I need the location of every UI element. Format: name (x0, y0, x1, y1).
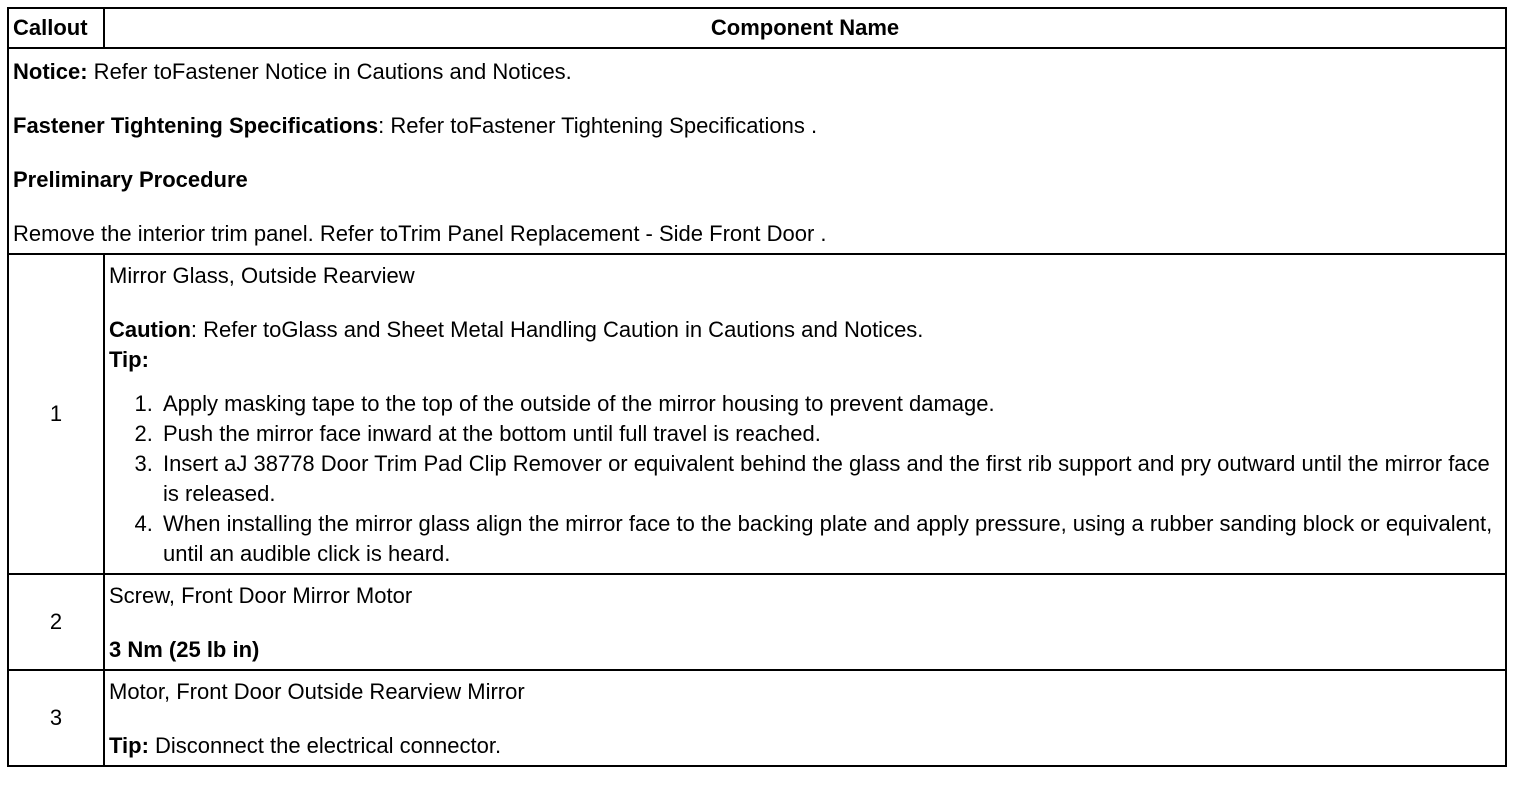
notice-label: Notice: (13, 59, 88, 84)
fastener-label: Fastener Tightening Specifications (13, 113, 379, 138)
tip-text: Disconnect the electrical connector. (148, 733, 502, 758)
caution-line (109, 315, 1501, 345)
callout-cell: 3 (8, 670, 104, 766)
tip-line (109, 731, 1501, 761)
component-cell (104, 670, 1506, 766)
component-cell (104, 254, 1506, 574)
component-name-header: Component Name (104, 8, 1506, 48)
component-table (7, 7, 1507, 767)
fastener-text: : Refer toFastener Tightening Specifications . (378, 113, 818, 138)
caution-text: : Refer toGlass and Sheet Metal Handling Caution in Cautions and Notices. (190, 317, 924, 342)
component-name: Mirror Glass, Outside Rearview (109, 263, 415, 288)
table-row (8, 254, 1506, 574)
component-name: Motor, Front Door Outside Rearview Mirror (109, 679, 525, 704)
list-item: 2. Push the mirror face inward at the bottom until full travel is reached. (159, 419, 1501, 449)
tip-label: Tip: (109, 347, 149, 372)
intro-cell (8, 48, 1506, 254)
list-item: 4. When installing the mirror glass align the mirror face to the backing plate and apply pressure, using a rubber sanding block or equivalent, until an audible click is heard. (159, 509, 1501, 569)
tip-label: Tip: (109, 733, 149, 758)
preliminary-text: Remove the interior trim panel. Refer toTrim Panel Replacement - Side Front Door . (13, 221, 827, 246)
table-row (8, 574, 1506, 670)
component-cell (104, 574, 1506, 670)
callout-header: Callout (8, 8, 104, 48)
intro-row (8, 48, 1506, 254)
torque-spec: 3 Nm (25 lb in) (109, 637, 260, 662)
component-name: Screw, Front Door Mirror Motor (109, 583, 413, 608)
notice-line (13, 57, 1501, 87)
callout-cell: 1 (8, 254, 104, 574)
list-item: 1. Apply masking tape to the top of the outside of the mirror housing to prevent damage. (159, 389, 1501, 419)
steps-list (109, 389, 1501, 569)
table-row (8, 670, 1506, 766)
callout-cell: 2 (8, 574, 104, 670)
fastener-line (13, 111, 1501, 141)
notice-text: Refer toFastener Notice in Cautions and Notices. (87, 59, 572, 84)
list-item: 3. Insert aJ 38778 Door Trim Pad Clip Remover or equivalent behind the glass and the first rib support and pry outward until the mirror face is released. (159, 449, 1501, 509)
preliminary-title: Preliminary Procedure (13, 167, 248, 192)
component-table-wrapper (7, 7, 1507, 767)
header-row (8, 8, 1506, 48)
caution-label: Caution (109, 317, 191, 342)
